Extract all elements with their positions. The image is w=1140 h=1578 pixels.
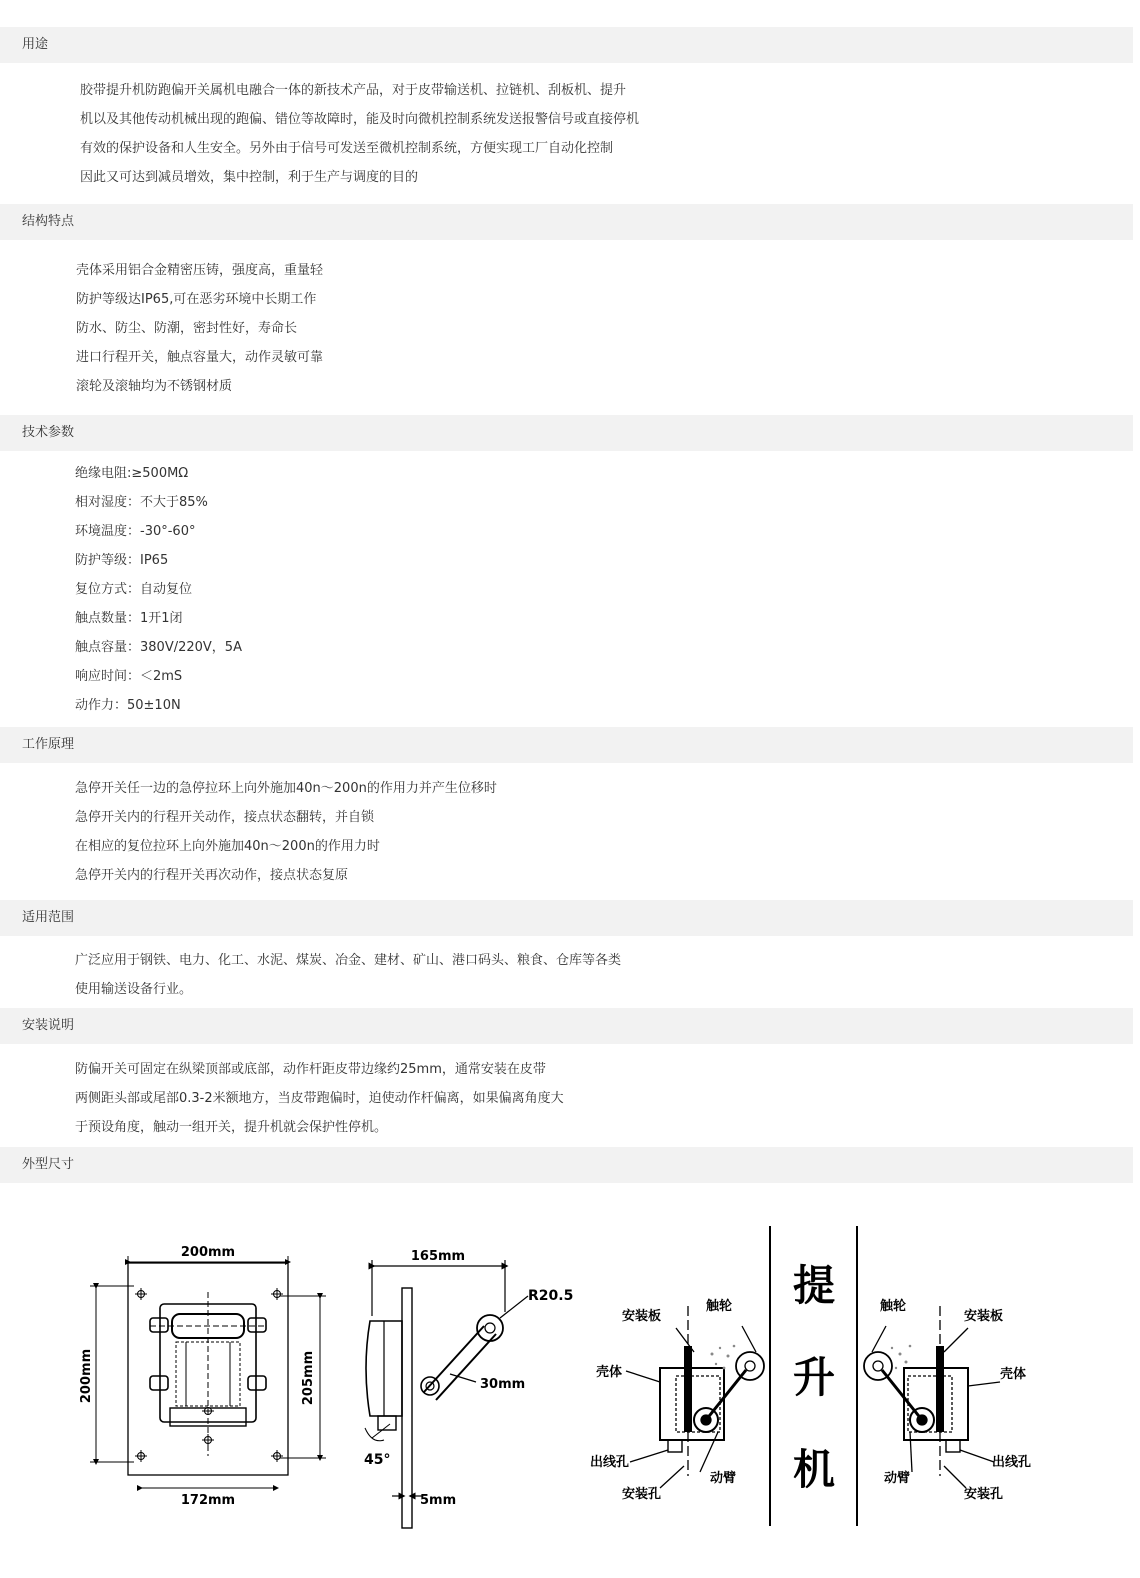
install-left-dust bbox=[711, 1345, 736, 1370]
usage-line-2: 机以及其他传动机械出现的跑偏、错位等故障时，能及时向微机控制系统发送报警信号或直接停机 bbox=[80, 112, 640, 127]
param-line-8: 响应时间：＜2mS bbox=[75, 669, 183, 684]
usage-line-1: 胶带提升机防跑偏开关属机电融合一体的新技术产品，对于皮带输送机、拉链机、刮板机、提升 bbox=[80, 83, 627, 98]
install-right-dust bbox=[891, 1345, 912, 1370]
param-line-7: 触点容量：380V/220V，5A bbox=[75, 640, 242, 655]
dimension-drawing bbox=[0, 1196, 1140, 1536]
param-line-3: 环境温度：-30°-60° bbox=[75, 524, 196, 539]
scope-line-1: 广泛应用于钢铁、电力、化工、水泥、煤炭、冶金、建材、矿山、港口码头、粮食、仓库等各类 bbox=[75, 953, 622, 968]
section-header-principle: 工作原理 bbox=[0, 727, 1133, 763]
install-left-arm: 动臂 bbox=[710, 1471, 737, 1486]
front-view bbox=[90, 1256, 326, 1488]
install-right-hole: 安装孔 bbox=[964, 1487, 1004, 1502]
side-top-dim: 165mm bbox=[410, 1249, 466, 1264]
side-view bbox=[365, 1260, 528, 1528]
center-char-1: 提 bbox=[792, 1261, 836, 1310]
install-view-right bbox=[864, 1306, 1000, 1488]
install-line-1: 防偏开关可固定在纵梁顶部或底部，动作杆距皮带边缘约25mm，通常安装在皮带 bbox=[75, 1062, 546, 1077]
section-header-structure: 结构特点 bbox=[0, 204, 1133, 240]
principle-line-2: 急停开关内的行程开关动作，接点状态翻转，并自锁 bbox=[75, 810, 375, 825]
install-left-roller: 触轮 bbox=[706, 1299, 733, 1314]
usage-line-4: 因此又可达到减员增效，集中控制，利于生产与调度的目的 bbox=[80, 170, 419, 185]
install-right-shell: 壳体 bbox=[1000, 1367, 1027, 1382]
front-left-dim: 200mm bbox=[79, 1348, 94, 1404]
structure-line-1: 壳体采用铝合金精密压铸，强度高，重量轻 bbox=[76, 263, 324, 278]
usage-line-3: 有效的保护设备和人生安全。另外由于信号可发送至微机控制系统，方便实现工厂自动化控制 bbox=[80, 141, 614, 156]
structure-line-4: 进口行程开关，触点容量大，动作灵敏可靠 bbox=[76, 350, 324, 365]
install-line-3: 于预设角度，触动一组开关，提升机就会保护性停机。 bbox=[75, 1120, 388, 1135]
section-header-dimensions: 外型尺寸 bbox=[0, 1147, 1133, 1183]
side-plate-dim: 5mm bbox=[420, 1493, 457, 1508]
install-left-hole: 安装孔 bbox=[622, 1487, 662, 1502]
front-top-dim: 200mm bbox=[180, 1245, 236, 1260]
structure-line-5: 滚轮及滚轴均为不锈钢材质 bbox=[76, 379, 233, 394]
param-line-5: 复位方式：自动复位 bbox=[75, 582, 193, 597]
principle-line-1: 急停开关任一边的急停拉环上向外施加40n～200n的作用力并产生位移时 bbox=[75, 781, 497, 796]
structure-line-2: 防护等级达IP65,可在恶劣环境中长期工作 bbox=[76, 292, 317, 307]
param-line-2: 相对湿度：不大于85% bbox=[75, 495, 208, 510]
param-line-6: 触点数量：1开1闭 bbox=[75, 611, 183, 626]
scope-line-2: 使用输送设备行业。 bbox=[75, 982, 193, 997]
param-line-1: 绝缘电阻:≥500MΩ bbox=[75, 466, 189, 481]
install-view-left bbox=[626, 1306, 764, 1488]
principle-line-3: 在相应的复位拉环上向外施加40n～200n的作用力时 bbox=[75, 839, 380, 854]
install-right-outlet: 出线孔 bbox=[992, 1455, 1032, 1470]
structure-line-3: 防水、防尘、防潮，密封性好，寿命长 bbox=[76, 321, 298, 336]
param-line-4: 防护等级：IP65 bbox=[75, 553, 169, 568]
install-right-plate: 安装板 bbox=[964, 1309, 1004, 1324]
side-radius: R20.5 bbox=[528, 1288, 574, 1304]
install-line-2: 两侧距头部或尾部0.3-2米额地方，当皮带跑偏时，迫使动作杆偏离，如果偏离角度大 bbox=[75, 1091, 564, 1106]
install-left-plate: 安装板 bbox=[622, 1309, 662, 1324]
section-header-install: 安装说明 bbox=[0, 1008, 1133, 1044]
section-header-scope: 适用范围 bbox=[0, 900, 1133, 936]
install-left-outlet: 出线孔 bbox=[590, 1455, 630, 1470]
install-right-arm: 动臂 bbox=[884, 1471, 911, 1486]
install-right-roller: 触轮 bbox=[880, 1299, 907, 1314]
section-header-params: 技术参数 bbox=[0, 415, 1133, 451]
side-arm-dim: 30mm bbox=[480, 1377, 526, 1392]
center-char-2: 升 bbox=[792, 1353, 836, 1402]
front-right-dim: 205mm bbox=[301, 1350, 316, 1406]
section-header-usage: 用途 bbox=[0, 27, 1133, 63]
principle-line-4: 急停开关内的行程开关再次动作，接点状态复原 bbox=[75, 868, 349, 883]
install-left-shell: 壳体 bbox=[596, 1365, 623, 1380]
front-bottom-dim: 172mm bbox=[180, 1493, 236, 1508]
center-char-3: 机 bbox=[792, 1445, 836, 1494]
param-line-9: 动作力：50±10N bbox=[75, 698, 181, 713]
side-angle: 45° bbox=[364, 1452, 391, 1468]
